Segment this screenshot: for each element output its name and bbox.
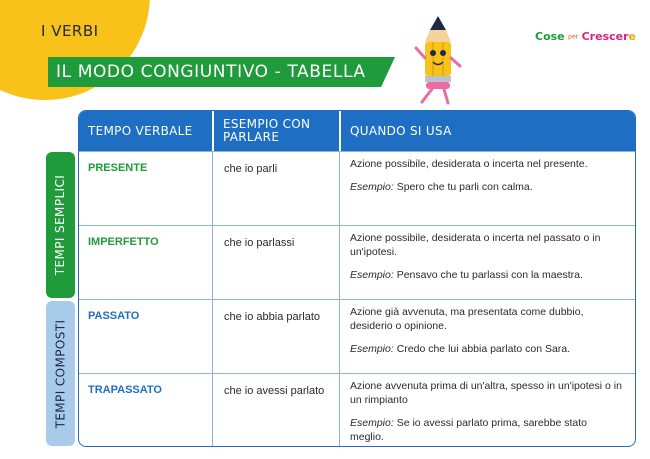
table-row	[79, 225, 636, 299]
column-header-tense: TEMPO VERBALE	[79, 111, 212, 151]
example-form: che io parlassi	[224, 237, 295, 249]
usage-cell	[350, 157, 622, 194]
usage-text: Azione già avvenuta, ma presentata come dubbio, desiderio o opinione.	[350, 306, 584, 332]
column-header-usage: QUANDO SI USA	[341, 111, 636, 151]
example-form: che io abbia parlato	[224, 311, 321, 323]
example-form: che io avessi parlato	[224, 385, 325, 397]
brand-logo: Cose per Crescere	[535, 30, 636, 43]
example-form: che io parli	[224, 163, 278, 175]
usage-cell	[350, 305, 622, 356]
column-header-example: ESEMPIO CON PARLARE	[214, 111, 339, 151]
example-line: Esempio: Credo che lui abbia parlato con Sara.	[350, 343, 571, 355]
table-row	[79, 299, 636, 373]
usage-text: Azione possibile, desiderata o incerta nel passato o in un'ipotesi.	[350, 232, 601, 258]
table-row	[79, 151, 636, 225]
example-line: Esempio: Spero che tu parli con calma.	[350, 181, 533, 193]
column-divider	[339, 151, 340, 446]
pencil-mascot-icon	[408, 14, 466, 106]
page-title: IL MODO CONGIUNTIVO - TABELLA	[56, 62, 366, 82]
example-line: Esempio: Se io avessi parlato prima, sarebbe stato meglio.	[350, 417, 587, 443]
tense-name: IMPERFETTO	[88, 236, 159, 248]
tense-name: TRAPASSATO	[88, 384, 162, 396]
conjunctive-table	[78, 110, 636, 447]
example-line: Esempio: Pensavo che tu parlassi con la maestra.	[350, 269, 583, 281]
usage-text: Azione possibile, desiderata o incerta nel presente.	[350, 158, 588, 170]
tense-name: PASSATO	[88, 310, 140, 322]
table-row	[79, 373, 636, 447]
usage-cell	[350, 379, 622, 444]
usage-cell	[350, 231, 622, 282]
tense-name: PRESENTE	[88, 162, 148, 174]
column-divider	[212, 151, 213, 446]
group-label-compound: TEMPI COMPOSTI	[46, 301, 75, 446]
usage-text: Azione avvenuta prima di un'altra, spesso in un'ipotesi o in un rimpianto	[350, 380, 622, 406]
group-label-simple: TEMPI SEMPLICI	[46, 152, 75, 298]
section-kicker: I VERBI	[41, 22, 99, 40]
